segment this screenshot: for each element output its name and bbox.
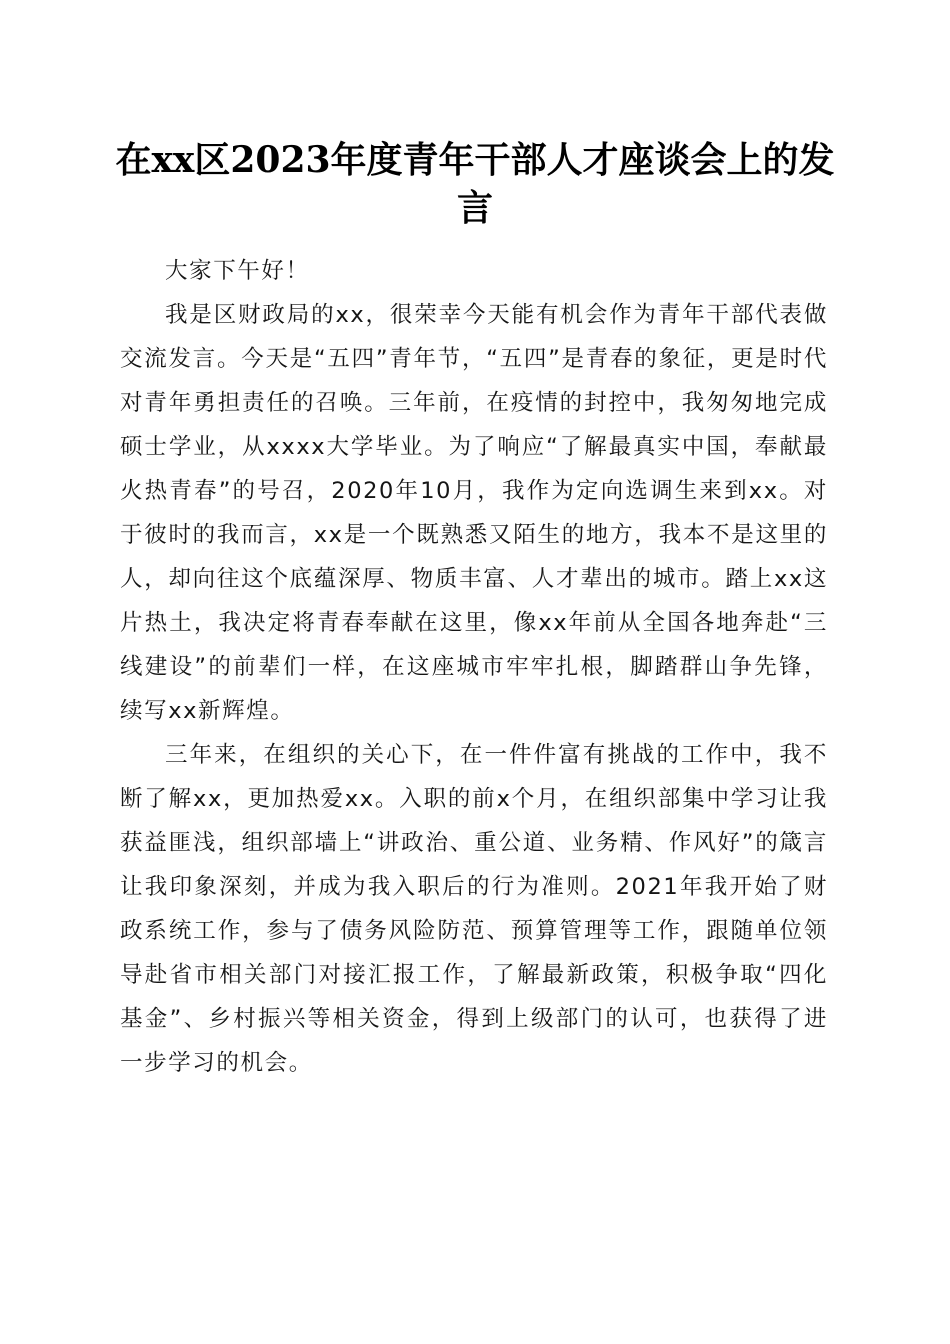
document-body	[120, 249, 828, 1085]
greeting-paragraph: 大家下午好！	[165, 258, 310, 284]
body-paragraph-1: 我是区财政局的xx，很荣幸今天能有机会作为青年干部代表做交流发言。今天是“五四”青年节，“五四”是青春的象征，更是时代对青年勇担责任的召唤。三年前，在疫情的封控中，我匆匆地完成硕士学业，从xxxx大学毕业。为了响应“了解最真实中国，奉献最火热青春”的号召，2020年10月，我作为定向选调生来到xx。对于彼时的我而言，xx是一个既熟悉又陌生的地方，我本不是这里的人，却向往这个底蕴深厚、物质丰富、人才辈出的城市。踏上xx这片热土，我决定将青春奉献在这里，像xx年前从全国各地奔赴“三线建设”的前辈们一样，在这座城市牢牢扎根，脚踏群山争先锋，续写xx新辉煌。	[120, 302, 828, 724]
body-paragraph-2: 三年来，在组织的关心下，在一件件富有挑战的工作中，我不断了解xx，更加热爱xx。入职的前x个月，在组织部集中学习让我获益匪浅，组织部墙上“讲政治、重公道、业务精、作风好”的箴言让我印象深刻，并成为我入职后的行为准则。2021年我开始了财政系统工作，参与了债务风险防范、预算管理等工作，跟随单位领导赴省市相关部门对接汇报工作，了解最新政策，积极争取“四化基金”、乡村振兴等相关资金，得到上级部门的认可，也获得了进一步学习的机会。	[120, 742, 828, 1076]
document-title: 在xx区2023年度青年干部人才座谈会上的发言	[115, 139, 835, 229]
